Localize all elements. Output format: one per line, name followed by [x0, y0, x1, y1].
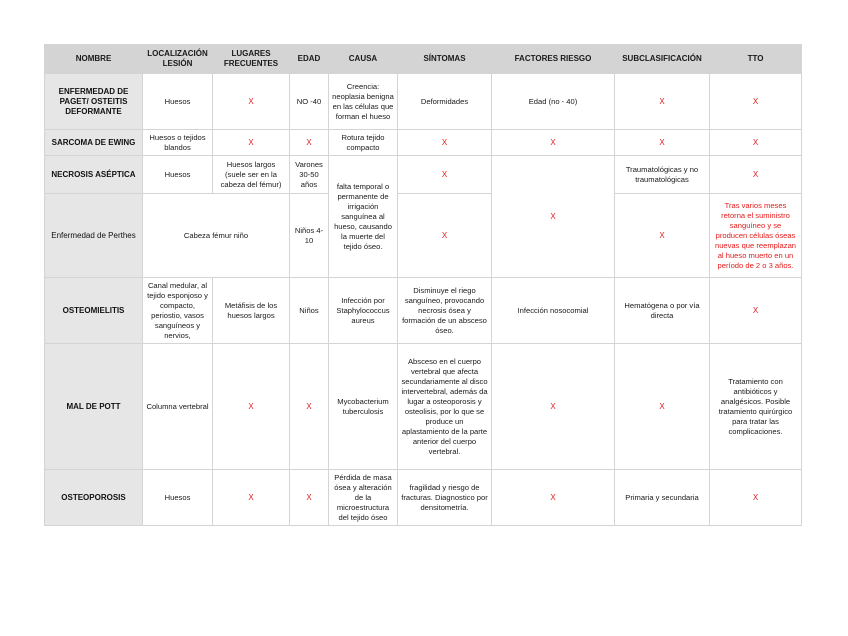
row-name: ENFERMEDAD DE PAGET/ OSTEITIS DEFORMANTE [45, 74, 143, 130]
cell-lugares: Huesos largos (suele ser en la cabeza del fémur) [213, 156, 290, 194]
cell-edad: Niños [290, 278, 329, 344]
row-name: OSTEOMIELITIS [45, 278, 143, 344]
cell-factores-x: X [492, 156, 615, 278]
cell-subclasificacion: Hematógena o por vía directa [615, 278, 710, 344]
cell-causa: Rotura tejido compacto [329, 130, 398, 156]
cell-subclasificacion-x: X [615, 194, 710, 278]
cell-sintomas-x: X [398, 130, 492, 156]
cell-lugares: Cabeza fémur niño [143, 194, 290, 278]
header-subclasificacion: SUBCLASIFICACIÓN [615, 45, 710, 74]
cell-sintomas-x: X [398, 194, 492, 278]
cell-sintomas: fragilidad y riesgo de fracturas. Diagnostico por densitometría. [398, 470, 492, 526]
table-row-ewing [45, 130, 802, 156]
cell-subclasificacion-x: X [615, 74, 710, 130]
cell-causa: Pérdida de masa ósea y alteración de la microestructura del tejido óseo [329, 470, 398, 526]
cell-edad-x: X [290, 470, 329, 526]
cell-subclasificacion: Traumatológicas y no traumatológicas [615, 156, 710, 194]
cell-factores-x: X [492, 130, 615, 156]
cell-localizacion: Huesos [143, 470, 213, 526]
table-row-osteomielitis [45, 278, 802, 344]
cell-tto-x: X [710, 74, 802, 130]
row-name: NECROSIS ASÉPTICA [45, 156, 143, 194]
row-name: SARCOMA DE EWING [45, 130, 143, 156]
cell-factores-x: X [492, 470, 615, 526]
cell-causa: Creencia: neoplasia benigna en las células que forman el hueso [329, 74, 398, 130]
header-nombre: NOMBRE [45, 45, 143, 74]
table-row-osteoporosis [45, 470, 802, 526]
cell-edad: NO -40 [290, 74, 329, 130]
table-row-pott [45, 344, 802, 470]
cell-tto: Tras varios meses retorna el suministro sanguíneo y se producen células óseas nuevas que reemplazan al hueso muerto en un período de 2 o 3 años. [710, 194, 802, 278]
cell-sintomas: Absceso en el cuerpo vertebral que afecta secundariamente al disco intervertebral, además da lugar a osteoporosis y osteolisis, por lo que se produce un aplastamiento de la parte anterior del cuerpo vertebral. [398, 344, 492, 470]
cell-tto: Tratamiento con antibióticos y analgésicos. Posible tratamiento quirúrgico para tratar las complicaciones. [710, 344, 802, 470]
cell-sintomas-x: X [398, 156, 492, 194]
row-name: OSTEOPOROSIS [45, 470, 143, 526]
cell-lugares-x: X [213, 470, 290, 526]
cell-sintomas: Deformidades [398, 74, 492, 130]
header-lugares: LUGARES FRECUENTES [213, 45, 290, 74]
cell-tto-x: X [710, 130, 802, 156]
cell-localizacion: Huesos [143, 74, 213, 130]
cell-lugares-x: X [213, 344, 290, 470]
header-tto: TTO [710, 45, 802, 74]
cell-subclasificacion-x: X [615, 130, 710, 156]
cell-tto-x: X [710, 278, 802, 344]
cell-tto-x: X [710, 156, 802, 194]
cell-localizacion: Columna vertebral [143, 344, 213, 470]
cell-edad-x: X [290, 344, 329, 470]
header-causa: CAUSA [329, 45, 398, 74]
row-name: MAL DE POTT [45, 344, 143, 470]
cell-localizacion: Huesos [143, 156, 213, 194]
header-row [45, 45, 802, 74]
cell-sintomas: Disminuye el riego sanguíneo, provocando necrosis ósea y formación de un absceso óseo. [398, 278, 492, 344]
cell-lugares-x: X [213, 74, 290, 130]
cell-factores: Edad (no - 40) [492, 74, 615, 130]
cell-causa: falta temporal o permanente de irrigación sanguínea al hueso, causando la muerte del tejido óseo. [329, 156, 398, 278]
cell-lugares: Metáfisis de los huesos largos [213, 278, 290, 344]
row-name: Enfermedad de Perthes [45, 194, 143, 278]
table-row-perthes [45, 194, 802, 278]
table-row-necrosis [45, 156, 802, 194]
cell-edad-x: X [290, 130, 329, 156]
cell-causa: Mycobacterium tuberculosis [329, 344, 398, 470]
header-sintomas: SÍNTOMAS [398, 45, 492, 74]
cell-lugares-x: X [213, 130, 290, 156]
cell-localizacion: Huesos o tejidos blandos [143, 130, 213, 156]
disease-table [44, 44, 802, 526]
cell-subclasificacion-x: X [615, 344, 710, 470]
cell-tto-x: X [710, 470, 802, 526]
cell-edad: Niños 4-10 [290, 194, 329, 278]
cell-factores-x: X [492, 344, 615, 470]
cell-subclasificacion: Primaria y secundaria [615, 470, 710, 526]
cell-factores: Infección nosocomial [492, 278, 615, 344]
table-row-paget [45, 74, 802, 130]
cell-causa: Infección por Staphylococcus aureus [329, 278, 398, 344]
cell-edad: Varones 30-50 años [290, 156, 329, 194]
header-localizacion: LOCALIZACIÓN LESIÓN [143, 45, 213, 74]
header-edad: EDAD [290, 45, 329, 74]
header-factores: FACTORES RIESGO [492, 45, 615, 74]
cell-localizacion: Canal medular, al tejido esponjoso y compacto, periostio, vasos sanguíneos y nervios, [143, 278, 213, 344]
